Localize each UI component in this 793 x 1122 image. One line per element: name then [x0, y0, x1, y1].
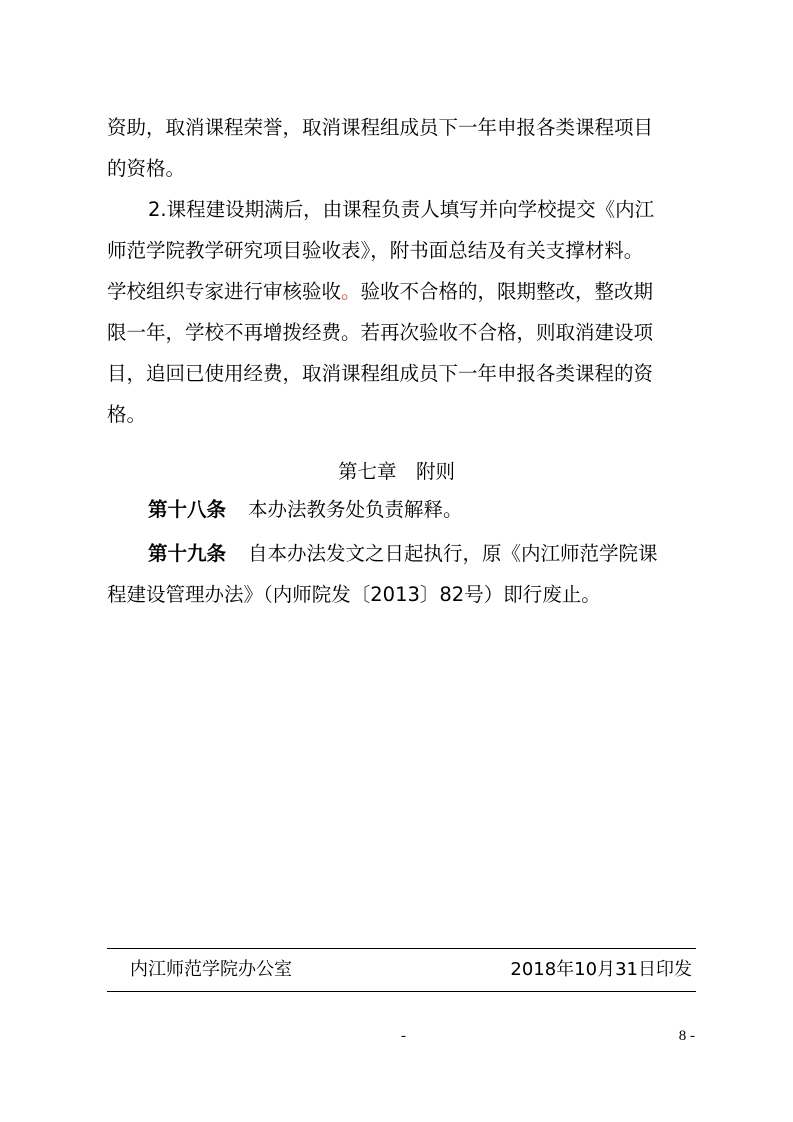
- article-text: 自本办法发文之日起执行，原《内江师范学院课: [248, 542, 658, 565]
- paragraph-line: 格。: [107, 403, 147, 426]
- paragraph-line: 资助，取消课程荣誉，取消课程组成员下一年申报各类课程项目: [107, 116, 654, 139]
- article-18: [148, 495, 463, 525]
- paragraph-line: 的资格。: [107, 157, 186, 180]
- red-period-mark: 。: [341, 280, 361, 303]
- footer-top-rule: [107, 948, 696, 949]
- paragraph-line: 程建设管理办法》（内师院发〔2013〕82号）即行废止。: [107, 583, 601, 606]
- article-label: 第十八条: [148, 498, 227, 521]
- issuer-name: 内江师范学院办公室: [130, 959, 292, 980]
- article-label: 第十九条: [148, 542, 227, 565]
- page-number-dash: -: [401, 1028, 406, 1044]
- chapter-heading: 第七章 附则: [337, 460, 455, 483]
- paragraph-line: 目，追回已使用经费，取消课程组成员下一年申报各类课程的资: [107, 362, 654, 385]
- paragraph-text: 学校组织专家进行审核验收: [107, 280, 342, 303]
- paragraph-line: [107, 277, 653, 307]
- page-number: 8 -: [678, 1028, 695, 1044]
- paragraph-line: 师范学院教学研究项目验收表》，附书面总结及有关支撑材料。: [107, 239, 644, 262]
- article-text: 本办法教务处负责解释。: [248, 498, 463, 521]
- paragraph-line: 2.课程建设期满后，由课程负责人填写并向学校提交《内江: [148, 198, 655, 221]
- footer-bottom-rule: [107, 991, 696, 992]
- paragraph-text: 验收不合格的，限期整改，整改期: [360, 280, 654, 303]
- article-19: [148, 539, 658, 569]
- paragraph-line: 限一年，学校不再增拨经费。若再次验收不合格，则取消建设项: [107, 321, 654, 344]
- issue-date: 2018年10月31日印发: [510, 959, 692, 980]
